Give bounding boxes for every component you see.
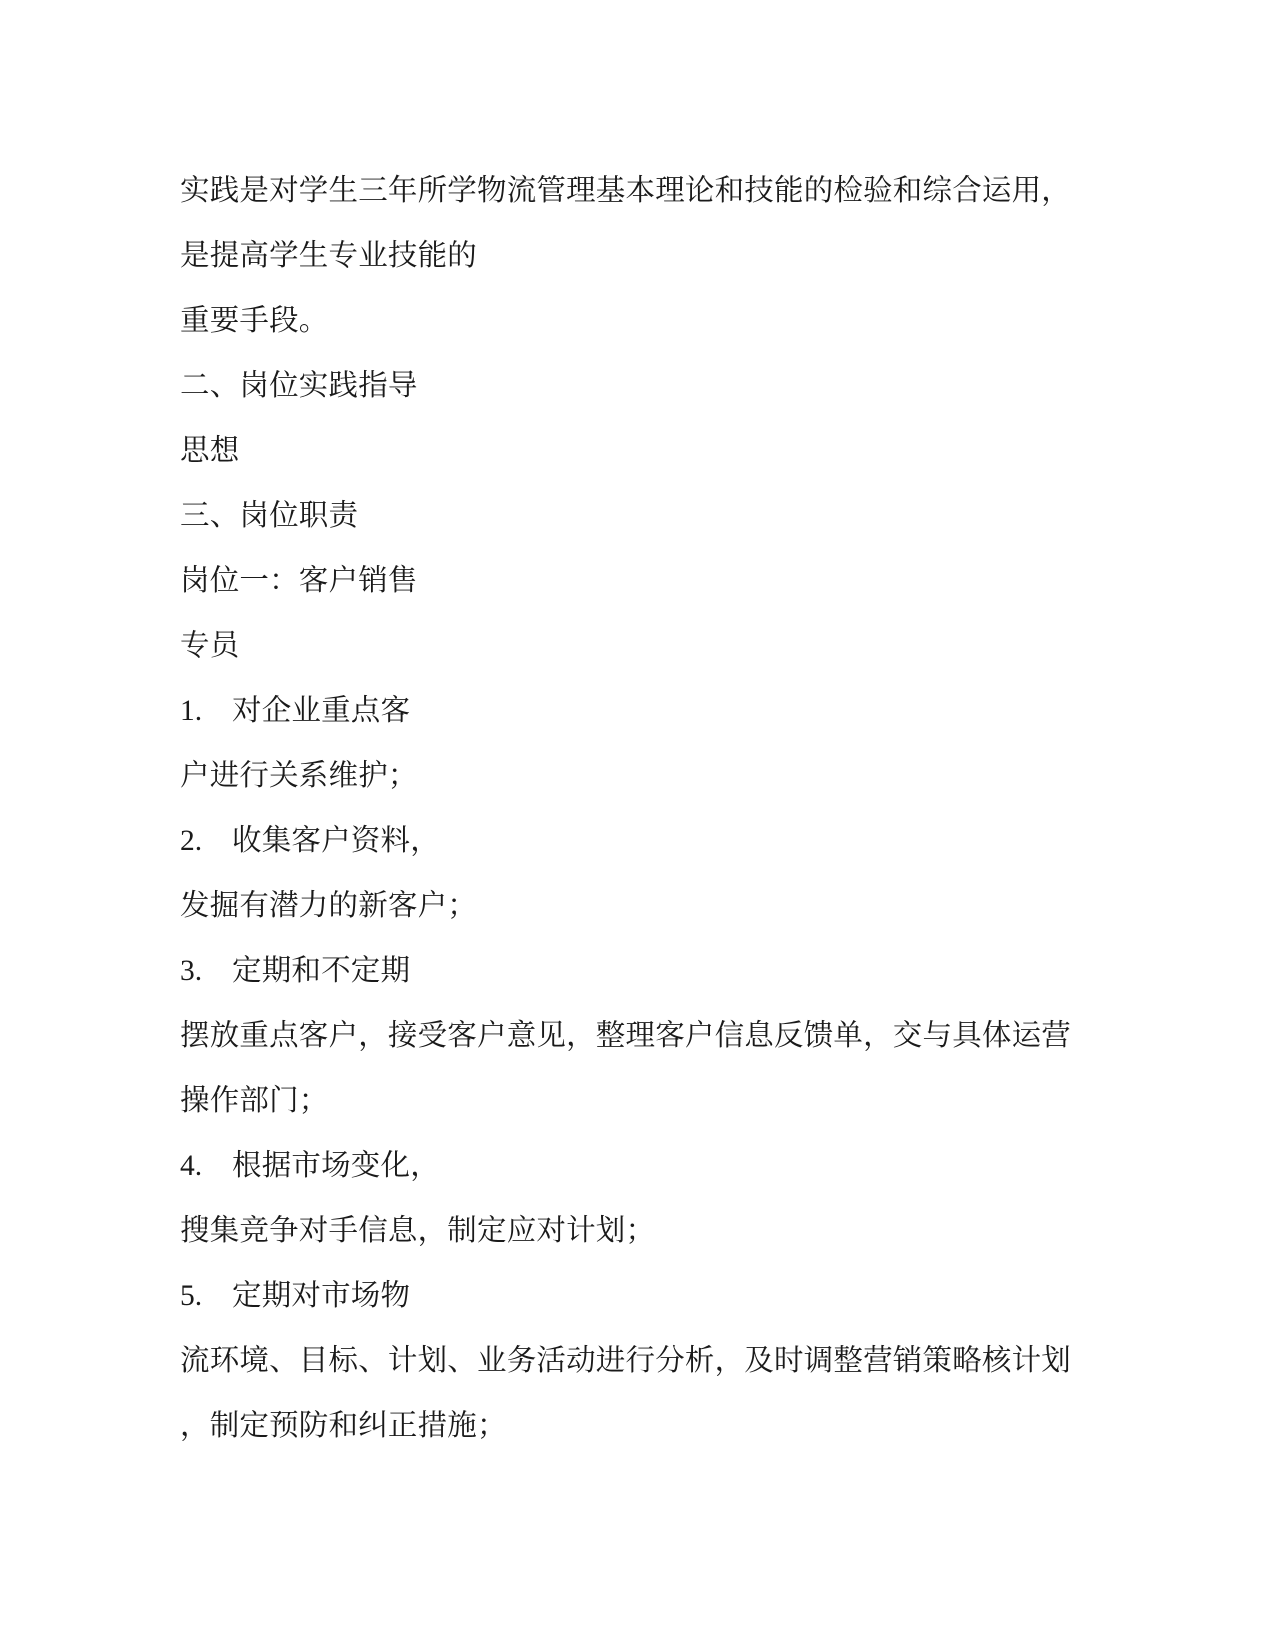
list-item-line bbox=[180, 679, 1215, 744]
list-number: 5. bbox=[180, 1280, 203, 1312]
list-number: 2. bbox=[180, 825, 203, 857]
line-text: 二、岗位实践指导 bbox=[180, 370, 418, 402]
line-text: 专员 bbox=[180, 630, 240, 662]
list-item-line bbox=[180, 939, 1215, 1004]
text-line bbox=[180, 1199, 1215, 1264]
line-text: 重要手段。 bbox=[180, 305, 329, 337]
line-text: 三、岗位职责 bbox=[180, 500, 359, 532]
text-line bbox=[180, 874, 1215, 939]
line-text: 定期对市场物 bbox=[232, 1280, 411, 1312]
line-text: 根据市场变化， bbox=[232, 1150, 440, 1182]
line-text: 户进行关系维护； bbox=[180, 760, 418, 792]
text-line bbox=[180, 1394, 1215, 1459]
list-number: 3. bbox=[180, 955, 203, 987]
line-text: ，制定预防和纠正措施； bbox=[180, 1410, 507, 1442]
list-number: 4. bbox=[180, 1150, 203, 1182]
line-text: 对企业重点客 bbox=[232, 695, 411, 727]
line-text: 搜集竞争对手信息，制定应对计划； bbox=[180, 1215, 656, 1247]
list-number: 1. bbox=[180, 695, 203, 727]
text-line bbox=[180, 224, 1215, 289]
line-text: 操作部门； bbox=[180, 1085, 329, 1117]
text-line bbox=[180, 1329, 1215, 1394]
line-text: 发掘有潜力的新客户； bbox=[180, 890, 478, 922]
line-text: 摆放重点客户，接受客户意见，整理客户信息反馈单，交与具体运营 bbox=[180, 1020, 1072, 1052]
line-text: 思想 bbox=[180, 435, 240, 467]
line-text: 定期和不定期 bbox=[232, 955, 411, 987]
text-line bbox=[180, 744, 1215, 809]
line-text: 流环境、目标、计划、业务活动进行分析，及时调整营销策略核计划 bbox=[180, 1345, 1072, 1377]
list-item-line bbox=[180, 809, 1215, 874]
subsection-heading bbox=[180, 549, 1215, 614]
text-line bbox=[180, 1069, 1215, 1134]
line-text: 收集客户资料， bbox=[232, 825, 440, 857]
text-line bbox=[180, 159, 1215, 224]
text-line bbox=[180, 419, 1215, 484]
text-line bbox=[180, 1004, 1215, 1069]
text-line bbox=[180, 614, 1215, 679]
section-heading bbox=[180, 484, 1215, 549]
line-text: 是提高学生专业技能的 bbox=[180, 240, 478, 272]
text-line bbox=[180, 289, 1215, 354]
section-heading bbox=[180, 354, 1215, 419]
list-item-line bbox=[180, 1134, 1215, 1199]
list-item-line bbox=[180, 1264, 1215, 1329]
line-text: 岗位一：客户销售 bbox=[180, 565, 418, 597]
line-text: 实践是对学生三年所学物流管理基本理论和技能的检验和综合运用， bbox=[180, 175, 1072, 207]
